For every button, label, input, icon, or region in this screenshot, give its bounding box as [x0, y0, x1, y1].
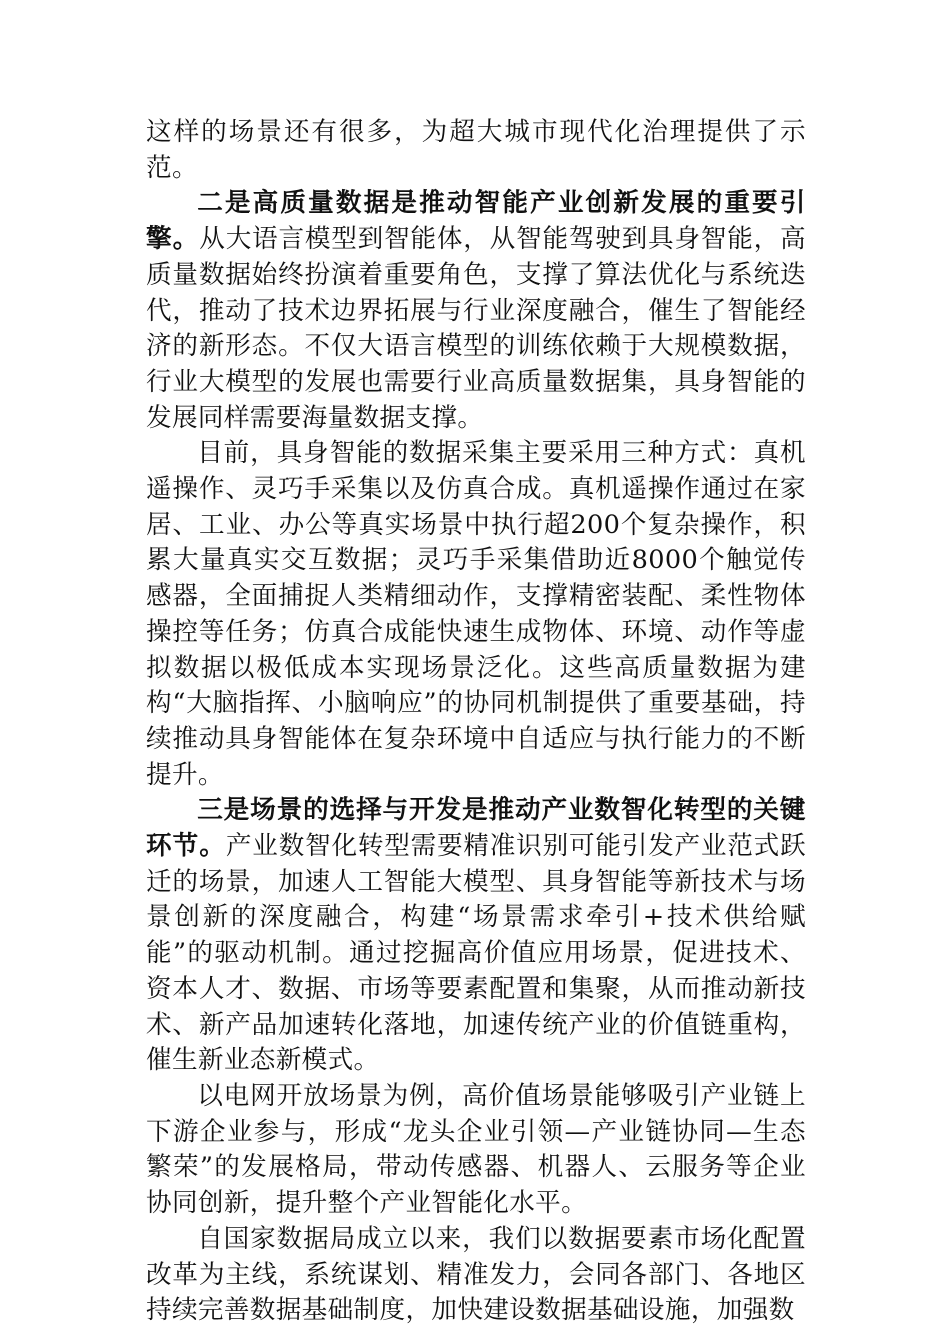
paragraph-text: 从大语言模型到智能体，从智能驾驶到具身智能，高质量数据始终扮演着重要角色，支撑了算法优化与系统迭代，推动了技术边界拓展与行业深度融合，催生了智能经济的新形态。不仅大语言模型的训练依赖于大规模数据，行业大模型的发展也需要行业高质量数据集，具身智能的发展同样需要海量数据支撑。 — [146, 224, 806, 433]
paragraph-national-data-bureau — [146, 1222, 806, 1329]
paragraph-text: 目前，具身智能的数据采集主要采用三种方式：真机遥操作、灵巧手采集以及仿真合成。真机遥操作通过在家居、工业、办公等真实场景中执行超200个复杂操作，积累大量真实交互数据；灵巧手采集借助近8000个触觉传感器，全面捕捉人类精细动作，支撑精密装配、柔性物体操控等任务；仿真合成能快速生成物体、环境、动作等虚拟数据以极低成本实现场景泛化。这些高质量数据为建构“大脑指挥、小脑响应”的协同机制提供了重要基础，持续推动具身智能体在复杂环境中自适应与执行能力的不断提升。 — [146, 438, 806, 790]
paragraph-lead-heading: 三是场景的选择与开发是推动产业数智化转型的关键环节。 — [146, 795, 806, 862]
paragraph-continuation — [146, 115, 806, 186]
document-body — [146, 115, 806, 1329]
paragraph-text: 以电网开放场景为例，高价值场景能够吸引产业链上下游企业参与，形成“龙头企业引领—产业链协同—生态繁荣”的发展格局，带动传感器、机器人、云服务等企业协同创新，提升整个产业智能化水平。 — [146, 1080, 806, 1219]
paragraph-text: 产业数智化转型需要精准识别可能引发产业范式跃迁的场景，加速人工智能大模型、具身智能等新技术与场景创新的深度融合，构建“场景需求牵引+技术供给赋能”的驱动机制。通过挖掘高价值应用场景，促进技术、资本人才、数据、市场等要素配置和集聚，从而推动新技术、新产品加速转化落地，加速传统产业的价值链重构，催生新业态新模式。 — [146, 831, 806, 1076]
paragraph-scenario-selection — [146, 793, 806, 1079]
paragraph-embodied-data-collection — [146, 436, 806, 793]
paragraph-power-grid-example — [146, 1079, 806, 1222]
paragraph-text: 自国家数据局成立以来，我们以数据要素市场化配置改革为主线，系统谋划、精准发力，会同各部门、各地区持续完善数据基础制度，加快建设数据基础设施，加强数 — [146, 1223, 806, 1326]
paragraph-text: 这样的场景还有很多，为超大城市现代化治理提供了示范。 — [146, 117, 806, 183]
paragraph-high-quality-data — [146, 186, 806, 436]
paragraph-lead-heading: 二是高质量数据是推动智能产业创新发展的重要引擎。 — [146, 188, 806, 255]
